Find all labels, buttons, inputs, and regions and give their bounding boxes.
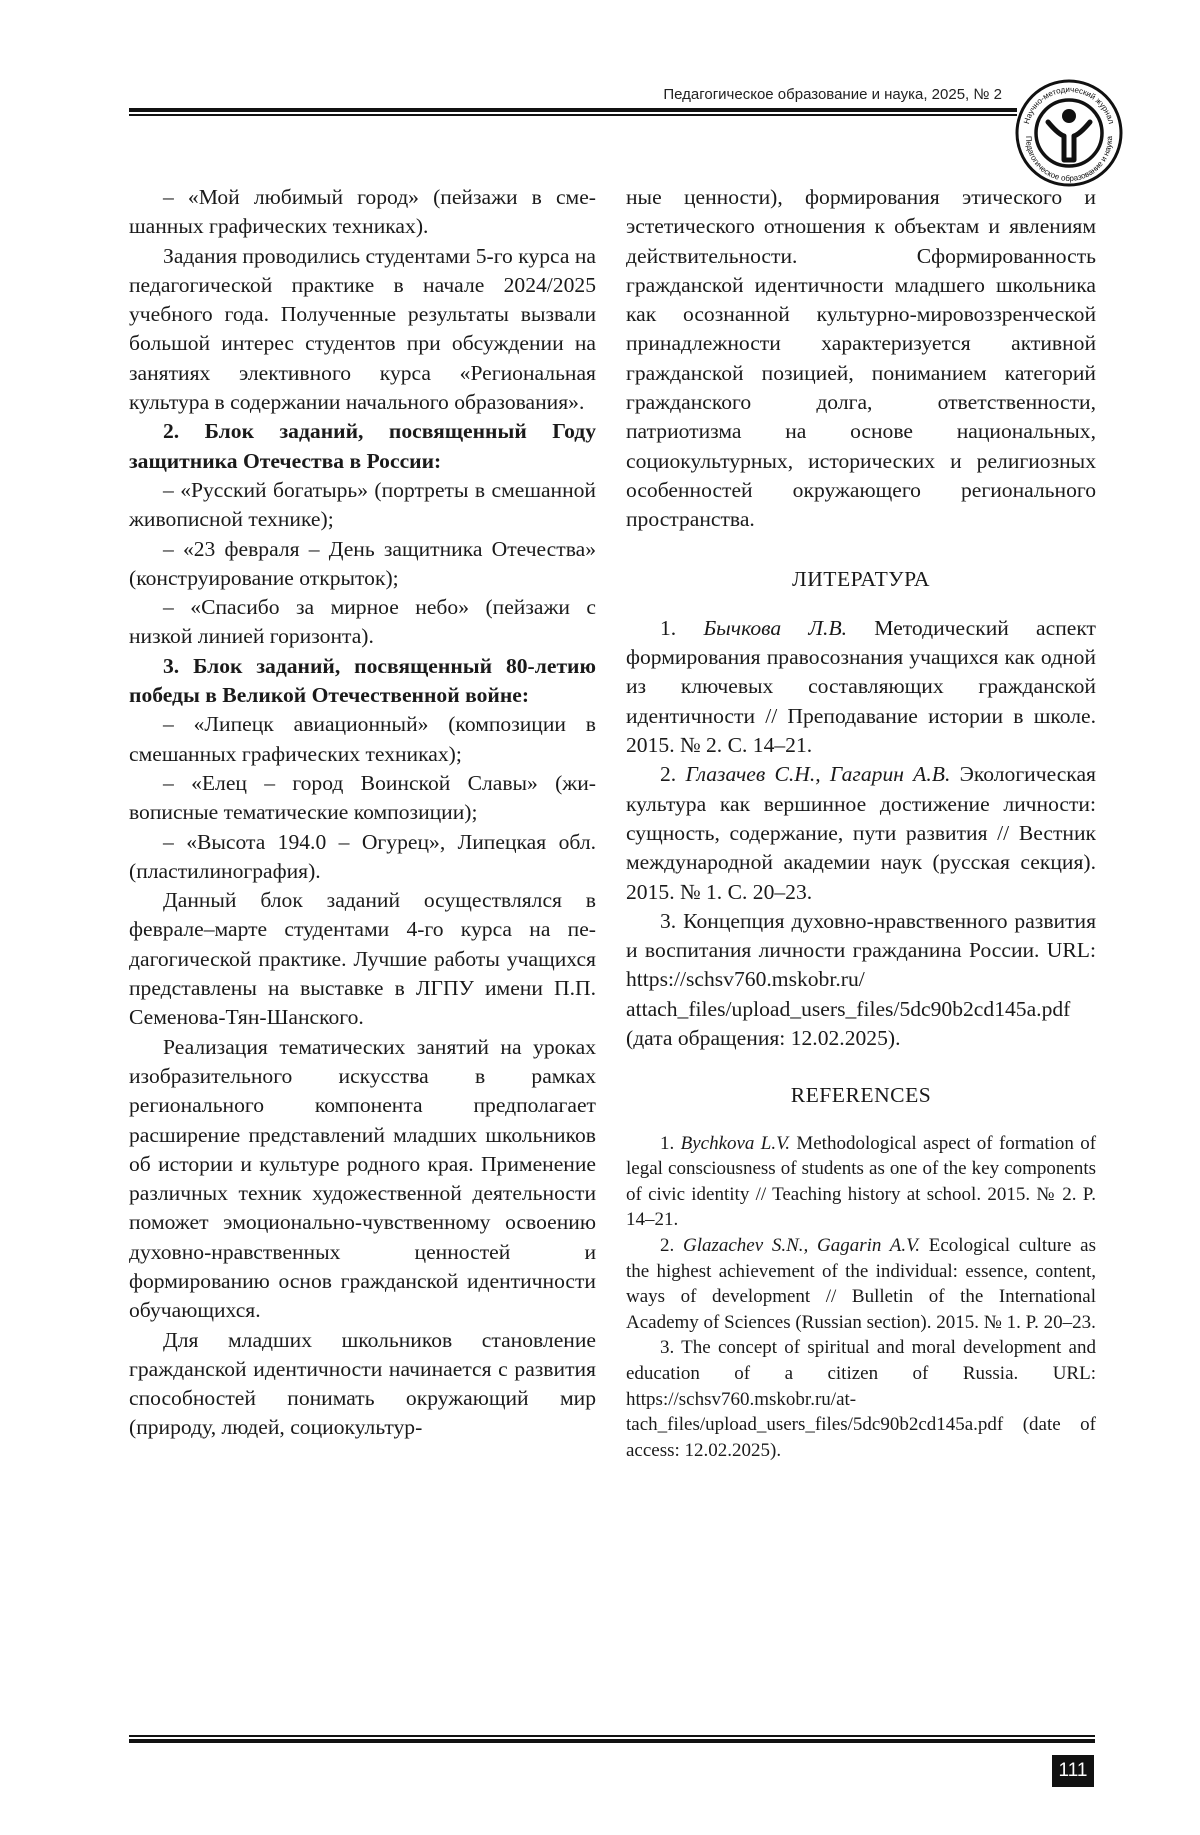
reference-item: 1. Bychkova L.V. Methodological aspect of formation of legal consciousness of students as one of the key components of civic identity // Teaching history at school. 2015. № 2. P. 14–21. — [626, 1132, 1097, 1231]
page-number: 111 — [1052, 1755, 1094, 1787]
svg-text:Педагогическое образование и н: Педагогическое образование и наука — [1023, 135, 1115, 184]
list-item: – «Русский богатырь» (портреты в смешанной живописной технике); — [129, 477, 596, 532]
reference-item: 2. Glazachev S.N., Gagarin A.V. Ecological culture as the highest achievement of the individual: essence, content, ways of development // Bulletin of the International Academy of Sciences (Russian section). 2015. № 1. P. 20–23. — [626, 1234, 1097, 1333]
footer-rule-thin — [129, 1735, 1095, 1737]
block-heading-3: 3. Блок заданий, посвященный 80-летию победы в Великой Отечественной войне: — [129, 653, 596, 708]
references-list — [626, 1131, 1096, 1464]
journal-logo-icon — [1014, 78, 1124, 188]
paragraph: – «Мой любимый город» (пейзажи в смешанных графических техниках). — [129, 185, 596, 239]
literature-title: ЛИТЕРАТУРА — [792, 566, 930, 591]
left-column — [129, 183, 596, 1443]
header-rule-thin — [129, 114, 1017, 116]
literature-item: 3. Концепция духовно-нравственного развития и воспитания личности гражданина России. URL: https://schsv760.mskobr.ru/ attach_files/upload_users_files/5dc90b2cd145a.pdf (дата обращения: 12.02.2025). — [626, 908, 1096, 1051]
literature-item: 2. Глазачев С.Н., Гагарин А.В. Экологическая культура как вершинное достижение личности: сущность, содержание, пути развития // Вестник международной академии наук (русская секция). 2015. № 1. С. 20–23. — [626, 762, 1096, 904]
paragraph: Реализация тематических занятий на уроках изобразительного искусства в рамках регионального компонента предполагает расширение представлений младших школьников об истории и культуре родного края. Применение различных техник художественной деятельности поможет эмоционально-чувственному освоению духовно-нравственных ценностей и формированию основ гражданской идентичности обучающихся. — [129, 1034, 596, 1323]
journal-header: Педагогическое образование и наука, 2025, № 2 — [663, 86, 1002, 103]
header-rule-thick — [129, 108, 1017, 112]
list-item: – «Спасибо за мирное небо» (пейзажи с низкой линией горизонта). — [129, 595, 596, 649]
paragraph: Данный блок заданий осуществлялся в феврале–марте студентами 4-го курса на педагогической практике. Лучшие работы учащихся представлены на выставке в ЛГПУ имени П.П. Семенова-Тян-Шанского. — [129, 888, 596, 1030]
literature-item: 1. Бычкова Л.В. Методический аспект формирования правосознания учащихся как одной из ключевых составляющих гражданской идентичности // Преподавание истории в школе. 2015. № 2. С. 14–21. — [626, 615, 1096, 758]
list-item: – «23 февраля – День защитника Отечества» (конструирование открыток); — [129, 536, 596, 590]
list-item: – «Липецк авиационный» (композиции в смешанных графических техниках); — [129, 712, 596, 766]
paragraph-continuation: ные ценности), формирования этического и эстетического отношения к объектам и явлениям действительности. Сформированность гражданской идентичности младшего школьника как осознанной культурно-мировоззренческой принадлежности характеризуется активной гражданской позицией, пониманием категорий гражданского долга, ответственности, патриотизма на основе национальных, социокультурных, исторических и религиозных особенностей окружающего регионального пространства. — [626, 185, 1096, 532]
reference-item: 3. The concept of spiritual and moral development and education of a citizen of Russia. URL: https://schsv760.mskobr.ru/attach_files/upload_users_files/5dc90b2cd145a.pdf (date of access: 12.02.2025). — [626, 1337, 1096, 1461]
svg-text:Научно-методический журнал: Научно-методический журнал — [1022, 84, 1116, 125]
paragraph: Для младших школьников становление гражданской идентичности начинается с развития способностей понимать окружающий мир (природу, людей, социокультур- — [129, 1327, 596, 1440]
list-item: – «Елец – город Воинской Славы» (живописные тематические композиции); — [129, 770, 596, 825]
paragraph: Задания проводились студентами 5-го курса на педагогической практике в начале 2024/2025 учебного года. Полученные результаты вызвали большой интерес студентов при обсуждении на занятиях элективного курса «Региональная культура в содержании начального образования». — [129, 243, 596, 415]
block-heading-2: 2. Блок заданий, посвященный Году защитника Отечества в России: — [129, 419, 596, 473]
footer-rule-thick — [129, 1739, 1095, 1743]
right-column — [626, 183, 1096, 1463]
list-item: – «Высота 194.0 – Огурец», Липецкая обл. (пластилинография). — [129, 829, 596, 883]
references-title: REFERENCES — [790, 1083, 932, 1108]
